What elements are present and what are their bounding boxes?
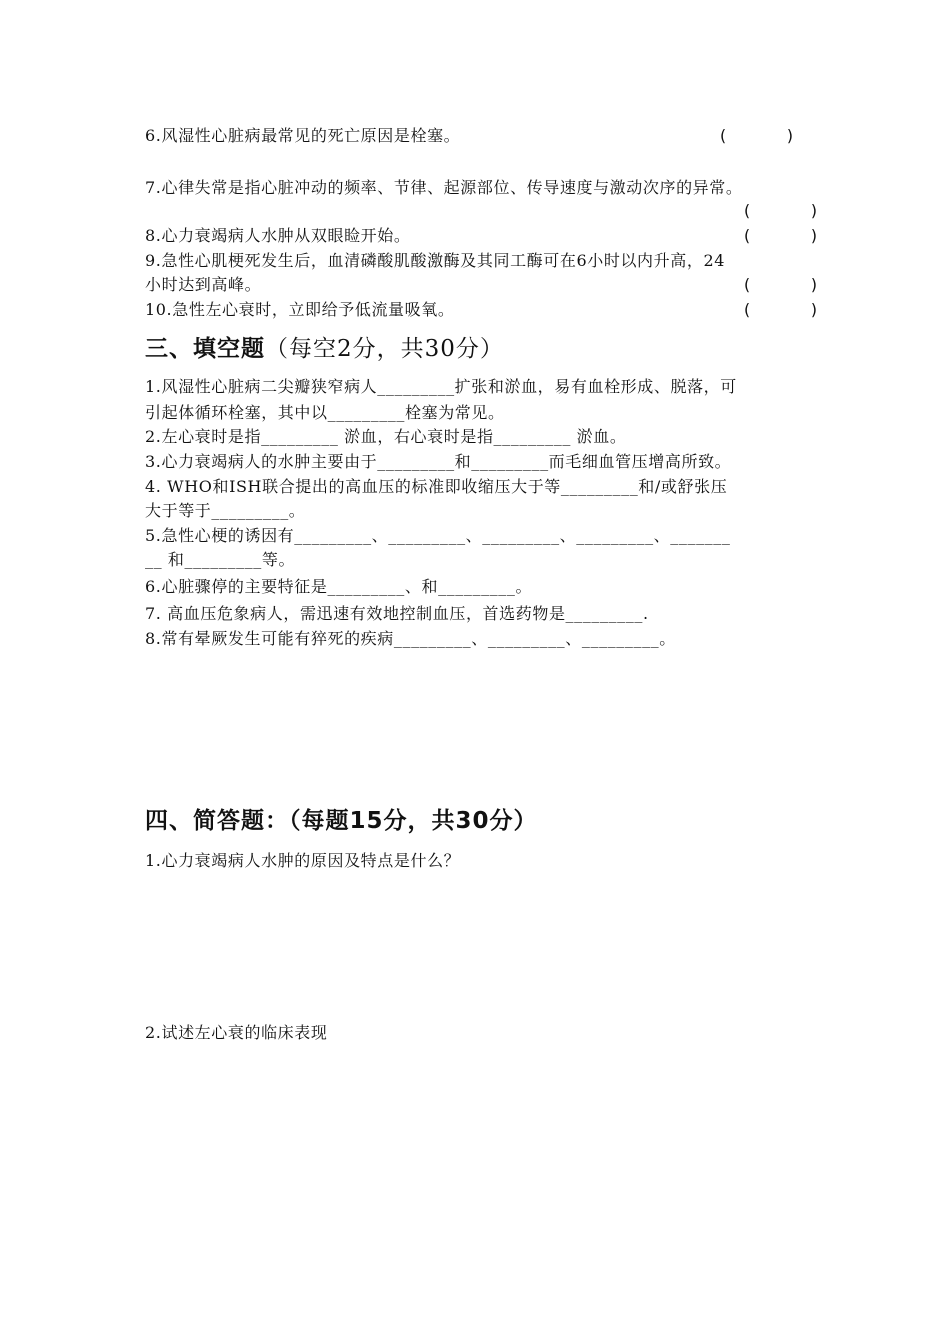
tf-question-10: 10.急性左心衰时，立即给予低流量吸氧。	[145, 300, 455, 319]
tf-question-7: 7.心律失常是指心脏冲动的频率、节律、起源部位、传导速度与激动次序的异常。	[145, 178, 743, 197]
fill-blank-line: 1.风湿性心脏病二尖瓣狭窄病人_________扩张和淤血，易有血栓形成、脱落，可	[145, 377, 737, 396]
fill-blank-line: 6.心脏骤停的主要特征是_________、和_________。	[145, 577, 533, 596]
fill-blank-line: 2.左心衰时是指_________ 淤血，右心衰时是指_________ 淤血。	[145, 427, 627, 446]
answer-parentheses-6: ( )	[718, 126, 796, 145]
short-answer-question-2: 2.试述左心衰的临床表现	[145, 1023, 328, 1042]
answer-parentheses-7: ( )	[742, 201, 820, 220]
fill-blank-line: 4. WHO和ISH联合提出的高血压的标准即收缩压大于等_________和/或舒张压	[145, 477, 728, 496]
tf-question-9-line-2: 小时达到高峰。	[145, 275, 262, 294]
short-answer-question-1: 1.心力衰竭病人水肿的原因及特点是什么？	[145, 851, 461, 870]
answer-parentheses-9: ( )	[742, 275, 820, 294]
section-3-title: 三、填空题	[145, 336, 265, 362]
fill-blank-line: 大于等于_________。	[145, 501, 306, 520]
section-4-heading: 四、简答题：（每题15分，共30分）	[145, 808, 538, 834]
fill-blank-line: __ 和_________等。	[145, 550, 296, 569]
tf-question-8: 8.心力衰竭病人水肿从双眼睑开始。	[145, 226, 411, 245]
answer-parentheses-10: ( )	[742, 300, 820, 319]
fill-blank-line: 5.急性心梗的诱因有_________、_________、_________、_________、_______	[145, 526, 731, 545]
fill-blank-line: 3.心力衰竭病人的水肿主要由于_________和_________而毛细血管压增高所致。	[145, 452, 732, 471]
fill-blank-line: 引起体循环栓塞，其中以_________栓塞为常见。	[145, 403, 505, 422]
tf-question-9-line-1: 9.急性心肌梗死发生后，血清磷酸肌酸激酶及其同工酶可在6小时以内升高，24	[145, 251, 726, 270]
tf-question-6: 6.风湿性心脏病最常见的死亡原因是栓塞。	[145, 126, 461, 145]
section-3-subtitle: （每空2分，共30分）	[265, 336, 504, 362]
section-3-heading	[145, 334, 504, 364]
answer-parentheses-8: ( )	[742, 226, 820, 245]
fill-blank-line: 8.常有晕厥发生可能有猝死的疾病_________、_________、_________。	[145, 629, 676, 648]
fill-blank-line: 7. 高血压危象病人，需迅速有效地控制血压，首选药物是_________.	[145, 604, 649, 623]
